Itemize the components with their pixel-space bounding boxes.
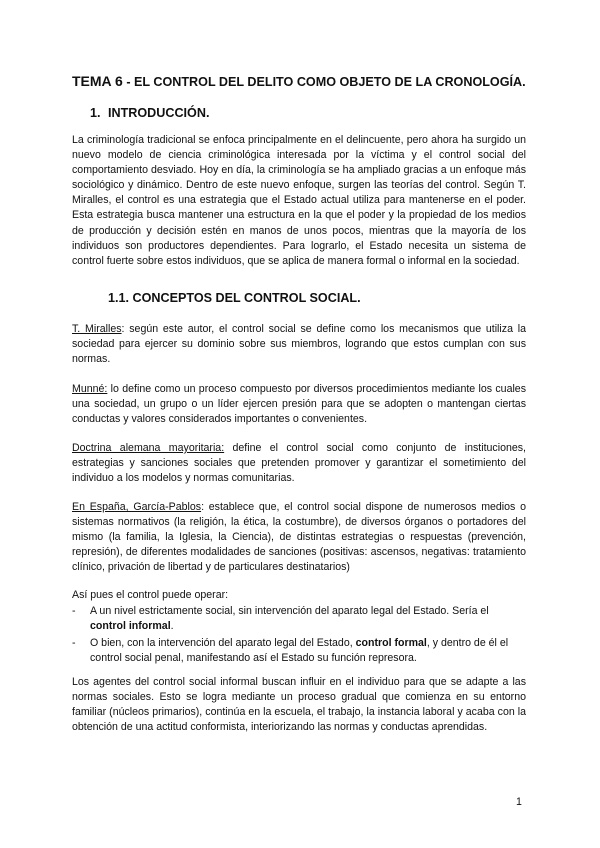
- operate-intro: Así pues el control puede operar:: [72, 589, 229, 601]
- option-bold-term: control informal: [90, 620, 171, 633]
- intro-paragraph: La criminología tradicional se enfoca principalmente en el delincuente, pero ahora ha surgido un nuevo modelo de ciencia criminológica interesada por la víctima y el control social del comportamiento desviado. Hoy en día, la criminología se ha ampliado gracias a un enfoque más sociológico y dinámico. Dentro de este nuevo enfoque, surgen las teorías del control. Según T. Miralles, el control es una estrategia que el Estado actual utiliza para mantenerse en el poder. Esta estrategia busca mantener una estructura en la que el poder y la propiedad de los medios de producción y decisión estén en manos de unos pocos, mientras que la mayoría de los individuos son productores dependientes. Para lograrlo, el Estado necesita un sistema de control fuerte sobre estos individuos, que se aplica de manera formal o informal en la sociedad.: [72, 134, 526, 267]
- list-dash: -: [72, 637, 76, 650]
- list-item: [72, 604, 526, 634]
- page-number: 1: [516, 796, 522, 808]
- definition-text: lo define como un proceso compuesto por diversos procedimientos mediante los cuales una sociedad, un grupo o un líder ejercen presión para que se adopten o mantengan ciertas conductas y valores considerados importantes o convenientes.: [72, 383, 526, 426]
- agents-paragraph: Los agentes del control social informal buscan influir en el individuo para que se adapte a las normas sociales. Esto se logra mediante un proceso gradual que comienza en su entorno familiar (núcleos primarios), continúa en la escuela, el trabajo, la instancia laboral y acaba con la obtención de una actitud conformista, interiorizando las normas y conductas aprendidas.: [72, 676, 526, 734]
- section-number: 1.: [90, 106, 101, 120]
- list-item: [72, 636, 526, 666]
- definition-miralles: [72, 322, 526, 367]
- option-text: A un nivel estrictamente social, sin intervención del aparato legal del Estado. Sería el: [90, 605, 489, 617]
- section-title: INTRODUCCIÓN.: [108, 106, 210, 120]
- definition-text: : establece que, el control social dispone de numerosos medios o sistemas normativos (la religión, la ética, la costumbre), de diversos órganos o portadores del mismo (la familia, la Iglesia, la Ciencia), de distintas estrategias o respuestas (prevención, represión), de diferentes modalidades de sanciones (positivas: ascensos, negativas: tratamiento clínico, privación de libertad y de particulares destinatarios): [72, 501, 526, 574]
- definition-doctrina-alemana: [72, 441, 526, 486]
- option-text-end: .: [170, 620, 174, 633]
- option-bold-term: control formal: [355, 637, 427, 650]
- control-options-list: [72, 604, 526, 666]
- option-text-end: , y dentro de él el control social penal, manifestando así el Estado su función represora.: [90, 637, 509, 665]
- title-lead: TEMA 6: [72, 73, 123, 89]
- definition-garcia-pablos: [72, 500, 526, 575]
- section-heading-introduccion: [90, 106, 209, 120]
- document-title: [72, 73, 542, 89]
- definition-author: Doctrina alemana mayoritaria:: [72, 442, 225, 454]
- title-rest: - EL CONTROL DEL DELITO COMO OBJETO DE LA CRONOLOGÍA.: [122, 75, 526, 89]
- list-dash: -: [72, 605, 76, 617]
- definition-text: define el control social como conjunto de instituciones, estrategias y sanciones sociales que pretenden promover y garantizar el sometimiento del individuo a los modelos y normas comunitarias.: [72, 442, 526, 485]
- definition-munne: [72, 382, 526, 427]
- subsection-heading-conceptos: 1.1. CONCEPTOS DEL CONTROL SOCIAL.: [108, 291, 361, 305]
- definition-author: T. Miralles: [72, 323, 122, 335]
- definition-author: En España, García-Pablos: [72, 501, 202, 513]
- definition-text: : según este autor, el control social se define como los mecanismos que utiliza la sociedad para ejercer su dominio sobre sus miembros, logrando que estos cumplan con sus normas.: [72, 323, 526, 366]
- definition-author: Munné:: [72, 383, 108, 395]
- option-text: O bien, con la intervención del aparato legal del Estado,: [90, 637, 356, 650]
